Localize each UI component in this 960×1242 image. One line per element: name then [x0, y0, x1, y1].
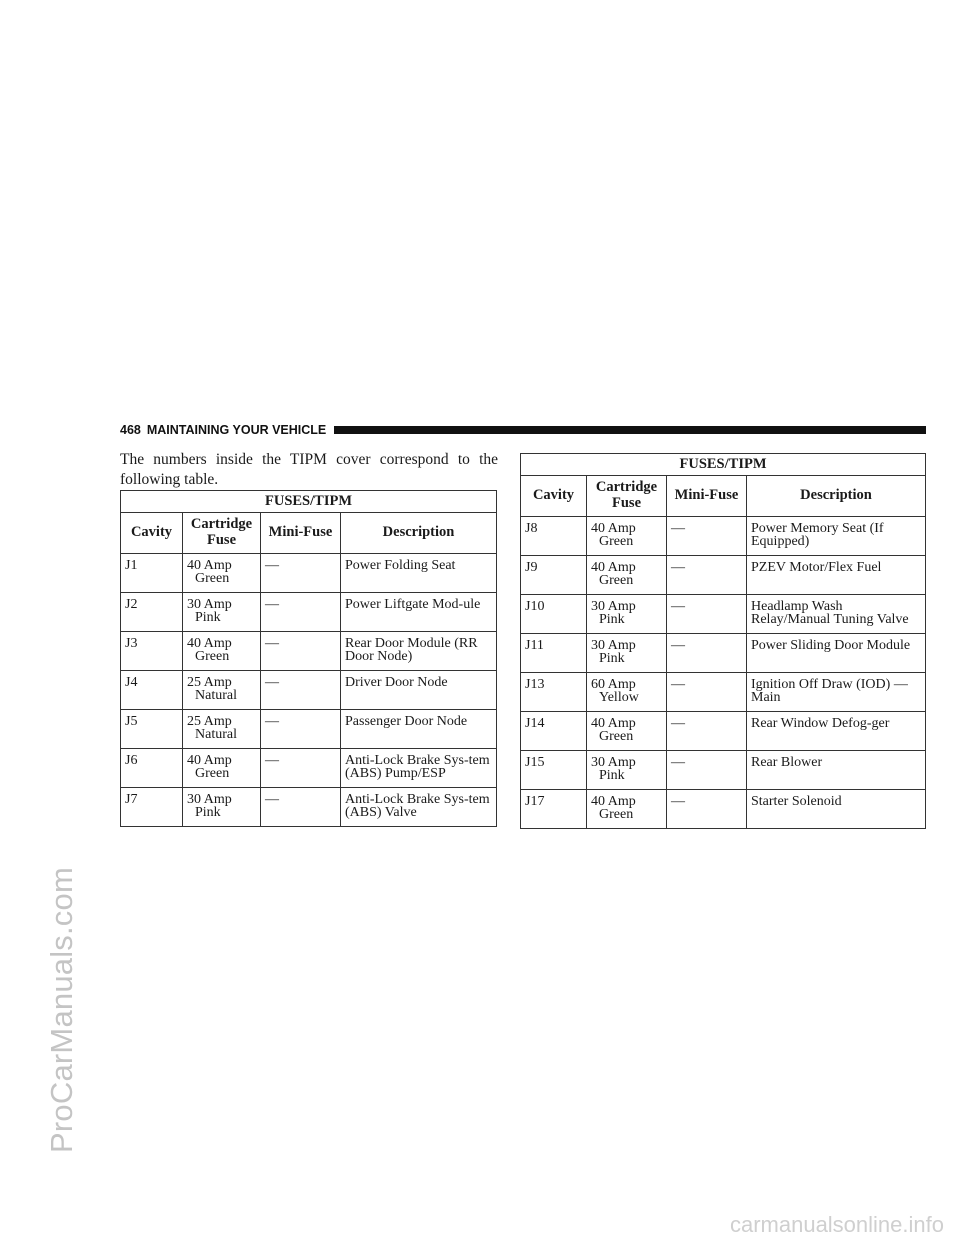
table-row	[521, 789, 926, 828]
cartridge-fuse-cell	[587, 516, 667, 555]
fuse-amperage: 30 Amp	[187, 596, 232, 612]
description-cell: Power Liftgate Mod-ule	[341, 592, 497, 631]
fuse-color: Natural	[195, 688, 237, 703]
fuse-amperage: 25 Amp	[187, 713, 232, 729]
bottom-watermark: carmanualsonline.info	[729, 1212, 944, 1237]
mini-fuse-cell: —	[261, 670, 341, 709]
description-cell: Rear Door Module (RR Door Node)	[341, 631, 497, 670]
column-header-cartridge-fuse: Cartridge Fuse	[587, 475, 667, 516]
fuse-amperage: 40 Amp	[187, 557, 232, 573]
fuse-color: Pink	[195, 805, 221, 820]
fuse-color: Pink	[599, 651, 625, 666]
description-cell: Headlamp Wash Relay/Manual Tuning Valve	[747, 594, 926, 633]
description-cell: Power Sliding Door Module	[747, 633, 926, 672]
description-cell: Passenger Door Node	[341, 709, 497, 748]
cartridge-fuse-cell	[183, 787, 261, 826]
description-cell: Anti-Lock Brake Sys-tem (ABS) Pump/ESP	[341, 748, 497, 787]
mini-fuse-cell: —	[261, 553, 341, 592]
fuse-amperage: 30 Amp	[591, 637, 636, 653]
mini-fuse-cell: —	[667, 516, 747, 555]
cartridge-fuse-cell	[587, 789, 667, 828]
table-row	[121, 748, 497, 787]
page-header	[120, 420, 926, 440]
intro-paragraph: The numbers inside the TIPM cover correspond to the following table.	[120, 451, 498, 488]
fuse-amperage: 25 Amp	[187, 674, 232, 690]
column-header-cavity: Cavity	[121, 512, 183, 553]
table-row	[121, 592, 497, 631]
fuse-amperage: 40 Amp	[591, 793, 636, 809]
fuse-color: Green	[195, 766, 230, 781]
table-row	[121, 670, 497, 709]
cavity-cell: J10	[521, 594, 587, 633]
column-header-description: Description	[341, 512, 497, 553]
mini-fuse-cell: —	[667, 594, 747, 633]
mini-fuse-cell: —	[261, 748, 341, 787]
fuse-color: Green	[195, 571, 230, 586]
cavity-cell: J9	[521, 555, 587, 594]
cartridge-fuse-cell	[183, 709, 261, 748]
table-row	[521, 711, 926, 750]
header-rule	[334, 426, 926, 434]
cavity-cell: J7	[121, 787, 183, 826]
fuse-color: Natural	[195, 727, 237, 742]
column-header-description: Description	[747, 475, 926, 516]
mini-fuse-cell: —	[667, 555, 747, 594]
cartridge-fuse-cell	[587, 711, 667, 750]
column-header-cartridge-fuse: Cartridge Fuse	[183, 512, 261, 553]
fuse-amperage: 30 Amp	[591, 598, 636, 614]
cavity-cell: J13	[521, 672, 587, 711]
fuse-color: Green	[195, 649, 230, 664]
mini-fuse-cell: —	[261, 592, 341, 631]
cavity-cell: J5	[121, 709, 183, 748]
fuse-color: Pink	[599, 612, 625, 627]
cavity-cell: J2	[121, 592, 183, 631]
cavity-cell: J8	[521, 516, 587, 555]
column-header-mini-fuse: Mini-Fuse	[667, 475, 747, 516]
fuse-color: Green	[599, 534, 634, 549]
table-row	[521, 633, 926, 672]
side-watermark: ProCarManuals.com	[44, 867, 79, 1153]
table-row	[121, 553, 497, 592]
fuse-amperage: 30 Amp	[187, 791, 232, 807]
fuse-table-right	[520, 453, 926, 829]
cartridge-fuse-cell	[183, 631, 261, 670]
mini-fuse-cell: —	[667, 672, 747, 711]
cartridge-fuse-cell	[587, 750, 667, 789]
table-row	[521, 594, 926, 633]
description-cell: Anti-Lock Brake Sys-tem (ABS) Valve	[341, 787, 497, 826]
fuse-color: Pink	[599, 768, 625, 783]
mini-fuse-cell: —	[667, 789, 747, 828]
description-cell: Driver Door Node	[341, 670, 497, 709]
mini-fuse-cell: —	[667, 711, 747, 750]
table-row	[521, 750, 926, 789]
mini-fuse-cell: —	[261, 787, 341, 826]
table-row	[521, 516, 926, 555]
description-cell: Starter Solenoid	[747, 789, 926, 828]
column-header-mini-fuse: Mini-Fuse	[261, 512, 341, 553]
cartridge-fuse-cell	[587, 555, 667, 594]
cartridge-fuse-cell	[587, 594, 667, 633]
description-cell: PZEV Motor/Flex Fuel	[747, 555, 926, 594]
cavity-cell: J17	[521, 789, 587, 828]
table-row	[121, 709, 497, 748]
fuse-color: Yellow	[599, 690, 639, 705]
cavity-cell: J15	[521, 750, 587, 789]
fuse-amperage: 40 Amp	[591, 520, 636, 536]
cartridge-fuse-cell	[183, 592, 261, 631]
fuse-amperage: 60 Amp	[591, 676, 636, 692]
description-cell: Rear Blower	[747, 750, 926, 789]
fuse-amperage: 40 Amp	[591, 559, 636, 575]
mini-fuse-cell: —	[667, 750, 747, 789]
fuse-amperage: 30 Amp	[591, 754, 636, 770]
description-cell: Rear Window Defog-ger	[747, 711, 926, 750]
fuse-amperage: 40 Amp	[187, 635, 232, 651]
cartridge-fuse-cell	[587, 672, 667, 711]
cavity-cell: J14	[521, 711, 587, 750]
fuse-color: Green	[599, 729, 634, 744]
fuse-amperage: 40 Amp	[187, 752, 232, 768]
column-header-cavity: Cavity	[521, 475, 587, 516]
table-row	[521, 672, 926, 711]
fuse-table-left	[120, 490, 497, 827]
table-row	[121, 631, 497, 670]
table-row	[121, 787, 497, 826]
fuse-amperage: 40 Amp	[591, 715, 636, 731]
table-title: FUSES/TIPM	[521, 454, 926, 476]
cavity-cell: J3	[121, 631, 183, 670]
table-row	[521, 555, 926, 594]
cavity-cell: J1	[121, 553, 183, 592]
fuse-color: Pink	[195, 610, 221, 625]
table-title: FUSES/TIPM	[121, 491, 497, 513]
fuse-color: Green	[599, 573, 634, 588]
cavity-cell: J11	[521, 633, 587, 672]
page-number: 468	[120, 423, 141, 437]
cartridge-fuse-cell	[183, 748, 261, 787]
cavity-cell: J4	[121, 670, 183, 709]
cartridge-fuse-cell	[587, 633, 667, 672]
description-cell: Power Memory Seat (If Equipped)	[747, 516, 926, 555]
mini-fuse-cell: —	[667, 633, 747, 672]
fuse-color: Green	[599, 807, 634, 822]
description-cell: Ignition Off Draw (IOD) — Main	[747, 672, 926, 711]
description-cell: Power Folding Seat	[341, 553, 497, 592]
cavity-cell: J6	[121, 748, 183, 787]
cartridge-fuse-cell	[183, 553, 261, 592]
cartridge-fuse-cell	[183, 670, 261, 709]
mini-fuse-cell: —	[261, 709, 341, 748]
section-title: MAINTAINING YOUR VEHICLE	[146, 423, 327, 437]
mini-fuse-cell: —	[261, 631, 341, 670]
